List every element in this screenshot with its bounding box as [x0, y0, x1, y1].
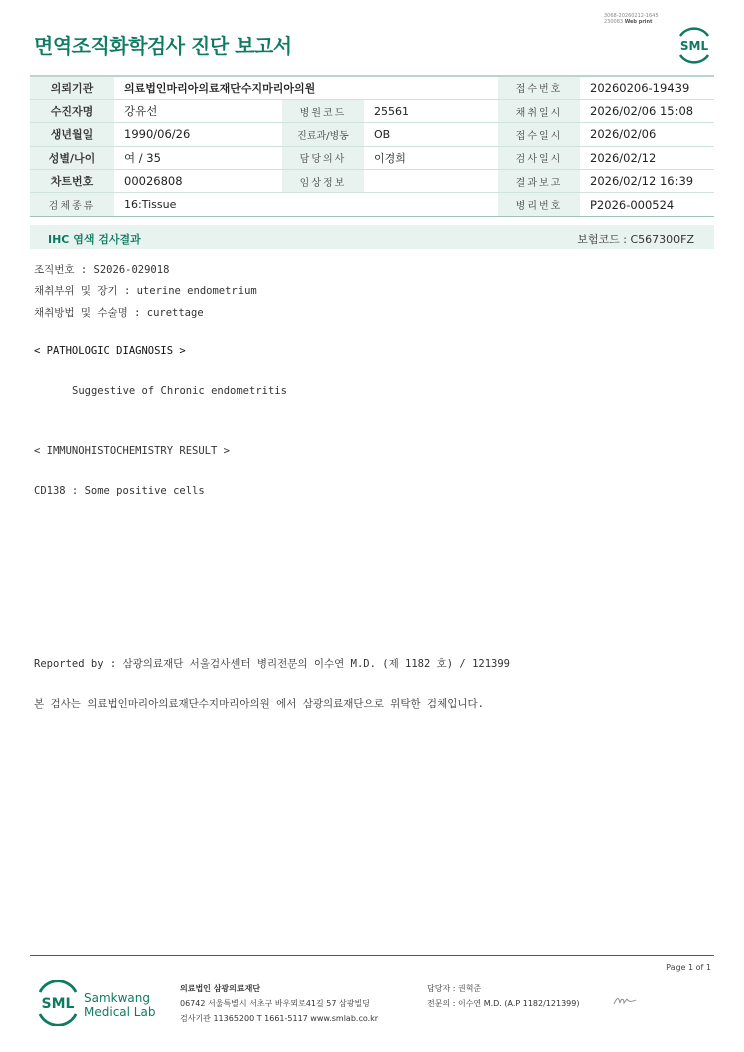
- footer-specialist: 전문의 : 이수연 M.D. (A.P 1182/121399): [427, 999, 580, 1008]
- print-code-label: Web print: [624, 19, 653, 25]
- info-row: [30, 76, 714, 99]
- collect-datetime-value: 2026/02/06 15:08: [580, 99, 714, 122]
- pathology-no-value: P2026-000524: [580, 193, 714, 216]
- physician-label: 담당의사: [282, 146, 364, 169]
- patient-info-table: [30, 75, 714, 217]
- footer-manager: 담당자 : 권혁준: [427, 984, 482, 993]
- clinical-info-label: 임상정보: [282, 170, 364, 193]
- samkwang-logo: [36, 980, 196, 1026]
- insurance-code: 보험코드 : C567300FZ: [577, 233, 694, 246]
- hospital-code-value: 25561: [364, 99, 498, 122]
- sex-age-label: 성별/나이: [30, 146, 114, 169]
- department-label: 진료과/병동: [282, 123, 364, 146]
- reported-by: Reported by : 삼광의료재단 서울검사센터 병리전문의 이수연 M.D. (제 1182 호) / 121399: [34, 658, 511, 670]
- print-code: [604, 13, 659, 25]
- print-code-line2: [604, 19, 659, 25]
- hospital-code-label: 병원코드: [282, 99, 364, 122]
- sex-age-value: 여 / 35: [114, 146, 282, 169]
- sml-logo-text: SML: [679, 39, 709, 53]
- patient-name-value: 강유선: [114, 99, 282, 122]
- exam-date-value: 2026/02/12: [580, 146, 714, 169]
- footer-logo-abbr: SML: [41, 996, 75, 1012]
- footer-contacts: [427, 981, 579, 1011]
- diagnosis-text: Suggestive of Chronic endometritis: [72, 385, 287, 397]
- print-code-id: 230083: [604, 19, 624, 25]
- receipt-date-value: 2026/02/06: [580, 123, 714, 146]
- footer-logo-name-1: Samkwang: [84, 991, 150, 1005]
- clinical-info-value: [364, 170, 498, 193]
- print-code-line1: 3068-20260212-1645: [604, 13, 659, 19]
- birth-date-value: 1990/06/26: [114, 123, 282, 146]
- receipt-date-label: 접수일시: [498, 123, 580, 146]
- collect-method: 채취방법 및 수술명 : curettage: [34, 307, 204, 319]
- footer-address: 06742 서울특별시 서초구 바우뫼로41길 57 삼광빌딩: [180, 999, 370, 1008]
- department-value: OB: [364, 123, 498, 146]
- exam-date-label: 검사일시: [498, 146, 580, 169]
- signature-icon: [612, 995, 638, 1007]
- info-row: [30, 99, 714, 122]
- section-header: [30, 225, 714, 249]
- chart-no-value: 00026808: [114, 170, 282, 193]
- footer-logo-name-2: Medical Lab: [84, 1005, 156, 1019]
- section-title: IHC 염색 검사결과: [48, 233, 141, 246]
- sml-logo: [674, 26, 714, 64]
- diagnosis-header: < PATHOLOGIC DIAGNOSIS >: [34, 345, 186, 357]
- specimen-type-label: 검체종류: [30, 193, 114, 216]
- footer-registration: 검사기관 11365200 T 1661-5117 www.smlab.co.kr: [180, 1014, 379, 1023]
- pathology-no-label: 병리번호: [498, 193, 580, 216]
- info-row: [30, 146, 714, 169]
- request-org-value: 의료법인마리아의료재단수지마리아의원: [114, 76, 498, 99]
- chart-no-label: 차트번호: [30, 170, 114, 193]
- request-org-label: 의뢰기관: [30, 76, 114, 99]
- footer-org-name: 의료법인 삼광의료재단: [180, 984, 261, 993]
- report-datetime-label: 결과보고: [498, 170, 580, 193]
- tissue-number: 조직번호 : S2026-029018: [34, 264, 170, 276]
- ihc-result: CD138 : Some positive cells: [34, 485, 205, 497]
- footer-organization: [180, 981, 378, 1026]
- patient-name-label: 수진자명: [30, 99, 114, 122]
- ihc-header: < IMMUNOHISTOCHEMISTRY RESULT >: [34, 445, 230, 457]
- specimen-type-value: 16:Tissue: [114, 193, 498, 216]
- receipt-no-value: 20260206-19439: [580, 76, 714, 99]
- page-number: Page 1 of 1: [666, 963, 711, 972]
- consignment-note: 본 검사는 의료법인마리아의료재단수지마리아의원 에서 삼광의료재단으로 위탁한 검체입니다.: [34, 698, 484, 710]
- receipt-no-label: 접수번호: [498, 76, 580, 99]
- birth-date-label: 생년월일: [30, 123, 114, 146]
- info-row: [30, 193, 714, 216]
- collect-site: 채취부위 및 장기 : uterine endometrium: [34, 285, 257, 297]
- info-row: [30, 170, 714, 193]
- physician-value: 이경희: [364, 146, 498, 169]
- footer-divider: [30, 955, 714, 956]
- report-datetime-value: 2026/02/12 16:39: [580, 170, 714, 193]
- report-title: 면역조직화학검사 진단 보고서: [34, 34, 292, 58]
- collect-datetime-label: 채취일시: [498, 99, 580, 122]
- info-row: [30, 123, 714, 146]
